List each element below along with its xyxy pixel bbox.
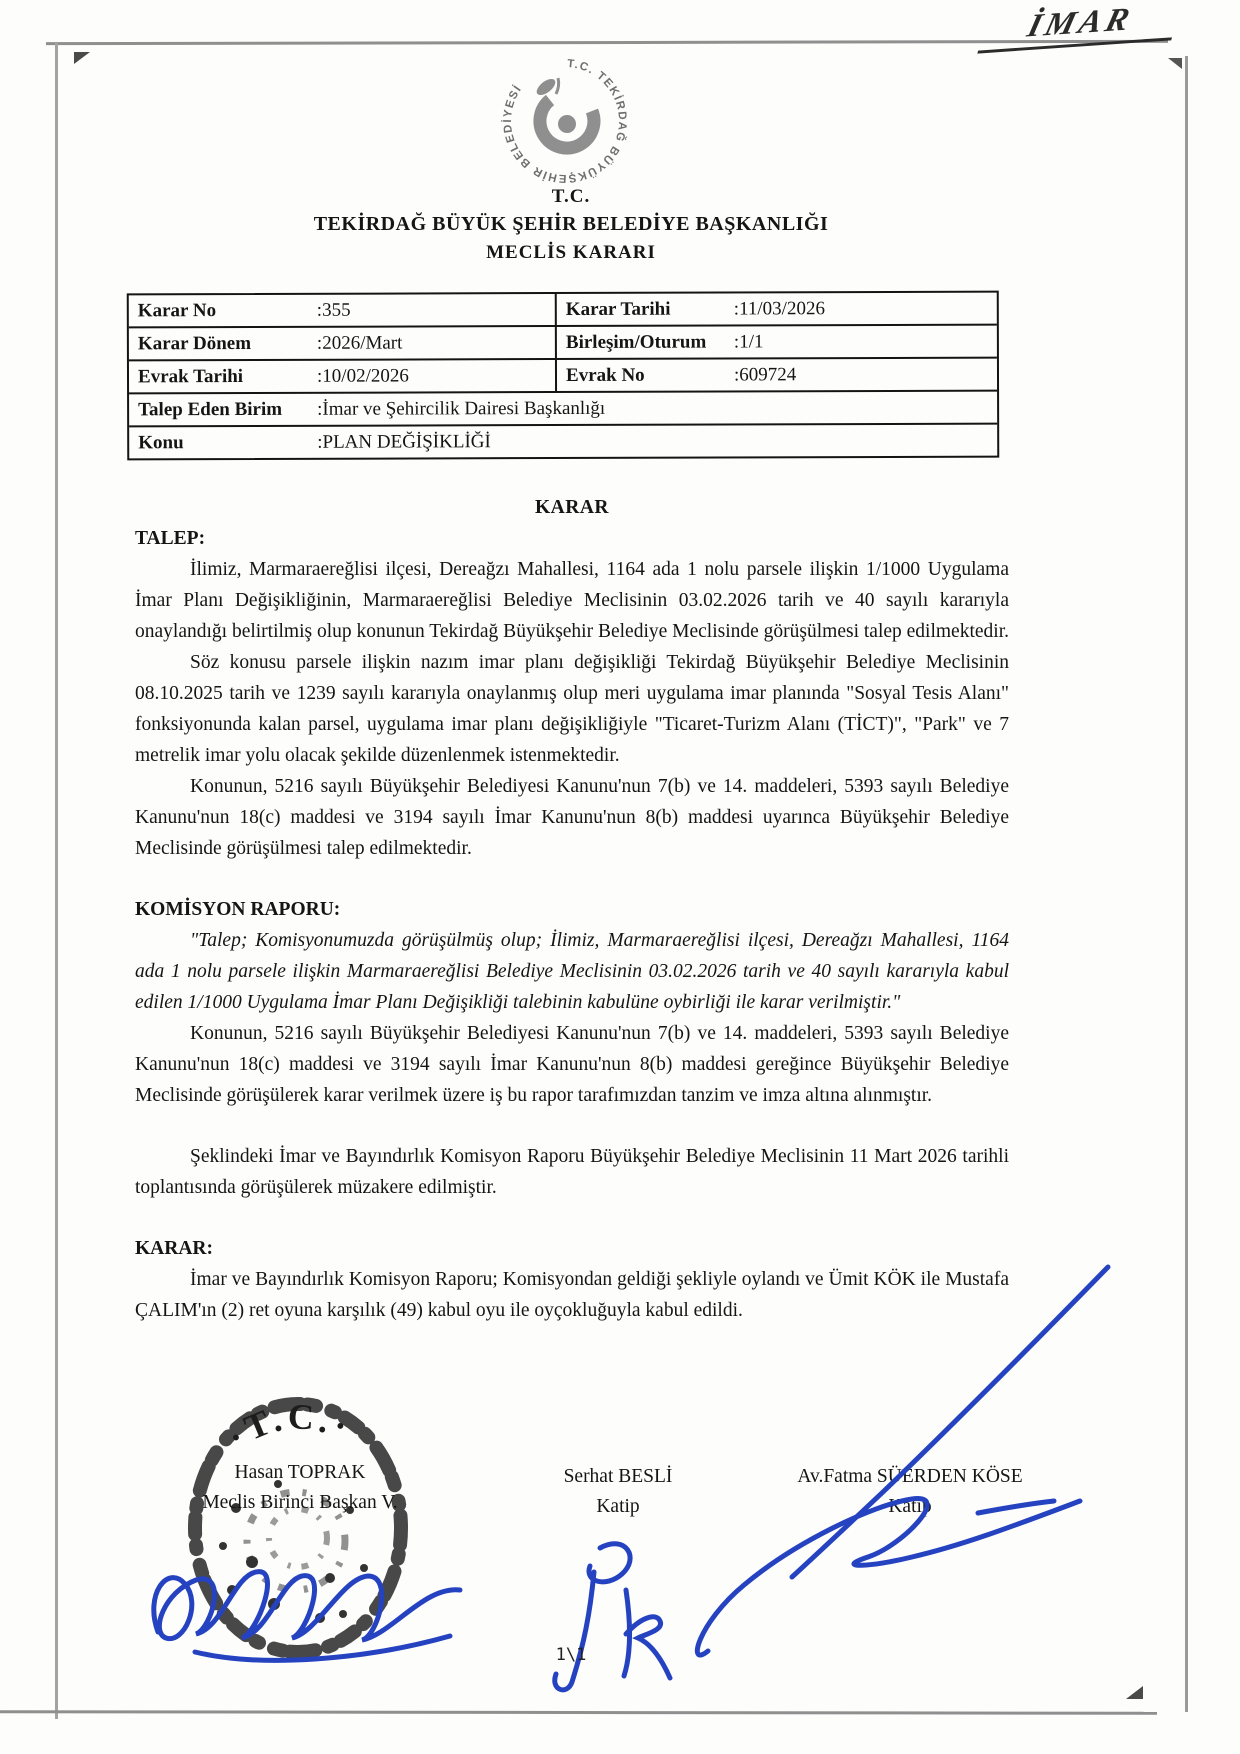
field-value: :10/02/2026 bbox=[316, 364, 409, 387]
cell-konu bbox=[129, 425, 997, 459]
title-document-type: MECLİS KARARI bbox=[486, 242, 656, 263]
heading-komisyon-raporu: KOMİSYON RAPORU: bbox=[135, 899, 341, 920]
cell-karar-tarihi bbox=[557, 293, 997, 325]
talep-paragraph-1: İlimiz, Marmaraereğlisi ilçesi, Dereağzı Mahallesi, 1164 ada 1 nolu parsele ilişkin 1/1000 Uygulama İmar Planı Değişikliğinin, Marmaraereğlisi Belediye Meclisinin 03.02.2026 tarih ve 40 sayılı kararıyla onaylandığı belirtilmiş olup konunun Tekirdağ Büyükşehir Belediye Meclisinde görüşülmesi talep edilmektedir. bbox=[135, 559, 1009, 642]
field-value: :PLAN DEĞİŞİKLİĞİ bbox=[317, 430, 491, 453]
komisyon-paragraph-3: Şeklindeki İmar ve Bayındırlık Komisyon Raporu Büyükşehir Belediye Meclisinin 11 Mart 2026 tarihli toplantısında görüşülerek müzakere edilmiştir. bbox=[135, 1146, 1009, 1198]
table-row bbox=[129, 324, 997, 360]
heading-karar: KARAR: bbox=[135, 1238, 213, 1259]
title-organization: TEKİRDAĞ BÜYÜK ŞEHİR BELEDİYE BAŞKANLIĞI bbox=[313, 213, 829, 235]
cell-talep-eden-birim bbox=[129, 392, 997, 426]
scan-frame-bottom bbox=[0, 1710, 1157, 1715]
page-number: 1\1 bbox=[555, 1645, 587, 1665]
scan-frame-left bbox=[55, 43, 58, 1719]
field-label: Karar Tarihi bbox=[565, 298, 671, 320]
heading-talep: TALEP: bbox=[135, 528, 206, 549]
talep-paragraph-3: Konunun, 5216 sayılı Büyükşehir Belediyesi Kanunu'nun 7(b) ve 14. maddeleri, 5393 sayılı Belediye Kanunu'nun 18(c) maddesi ve 3194 sayılı İmar Kanunu'nun 8(b) maddesi uyarınca Büyükşehir Belediye Meclisinde görüşülmesi talep edilmektedir. bbox=[135, 776, 1009, 859]
cell-evrak-no bbox=[557, 359, 997, 391]
field-value: :11/03/2026 bbox=[733, 297, 825, 319]
handwritten-signature-clerk-2 bbox=[680, 1255, 1120, 1675]
scan-corner-mark bbox=[74, 52, 90, 64]
scan-frame-right bbox=[1185, 56, 1188, 1712]
table-row bbox=[129, 293, 997, 327]
signatory-name: Serhat BESLİ bbox=[563, 1466, 673, 1487]
komisyon-quote-paragraph: "Talep; Komisyonumuzda görüşülmüş olup; İlimiz, Marmaraereğlisi ilçesi, Dereağzı Mahallesi, 1164 ada 1 nolu parsele ilişkin Marmaraereğlisi Belediye Meclisinin 03.02.2026 tarih ve 40 sayılı kararıyla kabul edilen 1/1000 Uygulama İmar Planı Değişikliği talebinin kabulüne oybirliği ile karar verilmiştir." bbox=[135, 930, 1009, 1013]
document-title-block bbox=[135, 186, 1007, 264]
svg-text:·T.C.·: ·T.C.· bbox=[219, 1396, 358, 1458]
field-label: Karar No bbox=[137, 299, 217, 321]
field-label: Talep Eden Birim bbox=[138, 398, 283, 420]
scan-corner-mark bbox=[1126, 1686, 1143, 1699]
svg-text:T.C. TEKİRDAĞ BÜYÜKŞEHİR BELED: T.C. TEKİRDAĞ BÜYÜKŞEHİR BELEDİYESİ bbox=[501, 57, 629, 185]
decision-body bbox=[135, 492, 1009, 1326]
cell-birlesim-oturum bbox=[557, 326, 997, 358]
field-label: Karar Dönem bbox=[137, 332, 252, 354]
talep-paragraph-2: Söz konusu parsele ilişkin nazım imar planı değişikliği Tekirdağ Büyükşehir Belediye Meclisinin 08.10.2025 tarih ve 1239 sayılı kararıyla onaylanmış olup meri uygulama imar planında "Sosyal Tesis Alanı" fonksiyonunda kalan parsel, uygulama imar planı değişikliğiyle "Ticaret-Turizm Alanı (TİCT)", "Park" ve 7 metrelik imar yolu olacak şekilde düzenlenmek istenmektedir. bbox=[135, 652, 1009, 766]
field-label: Evrak Tarihi bbox=[137, 365, 244, 387]
field-value: :609724 bbox=[733, 363, 797, 385]
signatory-title: Meclis Birinci Başkan V. bbox=[202, 1492, 398, 1513]
table-row bbox=[129, 390, 997, 426]
signatory-block-president bbox=[150, 1458, 450, 1518]
cell-karar-no bbox=[129, 294, 557, 326]
table-row bbox=[129, 423, 997, 459]
cell-karar-donem bbox=[129, 327, 557, 359]
karar-paragraph-1: İmar ve Bayındırlık Komisyon Raporu; Komisyondan geldiği şekliyle oylandı ve Ümit KÖK ile Mustafa ÇALIM'ın (2) ret oyuna karşılık (49) kabul oyu ile oyçokluğuyla kabul edildi. bbox=[135, 1269, 1009, 1321]
komisyon-paragraph-2: Konunun, 5216 sayılı Büyükşehir Belediyesi Kanunu'nun 7(b) ve 14. maddeleri, 5393 sayılı Belediye Kanunu'nun 18(c) maddesi ve 3194 sayılı İmar Kanunu'nun 8(b) maddesi gereğince Büyükşehir Belediye Meclisinde görüşülerek karar verilmek üzere iş bu rapor tarafımızdan tanzim ve imza altına alınmıştır. bbox=[135, 1023, 1009, 1106]
field-value: :2026/Mart bbox=[316, 332, 403, 354]
municipality-logo-icon bbox=[500, 56, 630, 186]
field-value: :355 bbox=[316, 299, 351, 321]
field-value: :1/1 bbox=[733, 330, 764, 352]
section-title-karar: KARAR bbox=[535, 497, 609, 518]
scan-corner-mark bbox=[1168, 58, 1182, 69]
signatory-name: Hasan TOPRAK bbox=[234, 1462, 366, 1483]
decision-info-table bbox=[127, 291, 1000, 461]
field-value: :İmar ve Şehircilik Dairesi Başkanlığı bbox=[317, 397, 606, 420]
field-label: Evrak No bbox=[565, 364, 645, 386]
handwritten-signature-clerk-1 bbox=[528, 1532, 688, 1702]
signatory-title: Katip bbox=[596, 1496, 640, 1517]
handwritten-note: İMAR bbox=[977, 0, 1182, 54]
cell-evrak-tarihi bbox=[129, 360, 557, 392]
signatory-title: Katip bbox=[888, 1496, 932, 1517]
field-label: Konu bbox=[138, 431, 184, 453]
field-label: Birleşim/Oturum bbox=[565, 331, 707, 353]
title-country: T.C. bbox=[551, 186, 591, 207]
table-row bbox=[129, 357, 997, 393]
signatory-name: Av.Fatma SÜERDEN KÖSE bbox=[797, 1466, 1023, 1487]
